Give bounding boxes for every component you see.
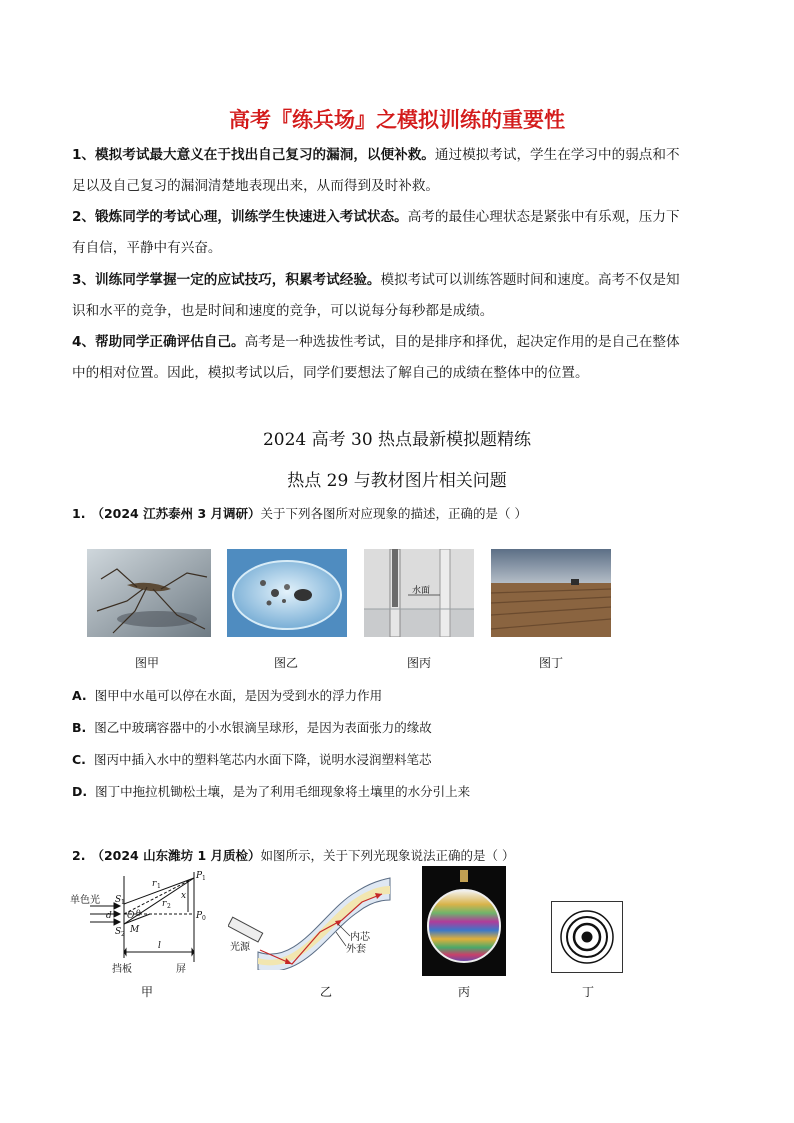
s2-sub: 2 [121, 931, 125, 938]
r1-label: r [152, 879, 157, 889]
point-4-line1: 高考是一种选拔性考试，目的是排序和择优，起决定作用的是自己在整体 [244, 334, 680, 350]
option-b[interactable] [72, 718, 432, 736]
fig-caption-bing: 丙 [457, 985, 470, 999]
option-a[interactable] [72, 686, 382, 704]
point-4-lead: 4、帮助同学正确评估自己。 [72, 334, 245, 350]
point-2-line1: 高考的最佳心理状态是紧张中有乐观，压力下 [407, 209, 680, 225]
point-1-line2: 足以及自己复习的漏洞清楚地表现出来，从而得到及时补救。 [72, 178, 440, 194]
point-1 [72, 140, 727, 202]
option-d[interactable] [72, 782, 470, 800]
m-label: M [130, 925, 140, 935]
point-3-line1: 模拟考试可以训练答题时间和速度。高考不仅是知 [380, 272, 680, 288]
s1-sub: 1 [121, 899, 125, 906]
caption-bing: 图丙 [406, 656, 431, 670]
caption-yi: 图乙 [273, 656, 298, 670]
point-4 [72, 327, 727, 389]
light-label: 单色光 [70, 895, 100, 906]
tractor-field-photo [491, 549, 611, 637]
fig-caption-yi: 乙 [319, 985, 332, 999]
point-2-line2: 有自信，平静中有兴奋。 [72, 240, 222, 256]
point-3-lead: 3、训练同学掌握一定的应试技巧，积累考试经验。 [72, 272, 381, 288]
question-2-number: 2. [72, 848, 86, 863]
point-2 [72, 202, 727, 264]
point-2-lead: 2、锻炼同学的考试心理，训练学生快速进入考试状态。 [72, 209, 408, 225]
water-surface-label: 水面 [412, 586, 431, 596]
r2-sub: 2 [167, 903, 171, 910]
o-label: O [127, 911, 135, 921]
question-1-number: 1. [72, 506, 86, 521]
caption-jia: 图甲 [134, 656, 159, 670]
petri-dish-photo [227, 549, 347, 637]
fig-caption-jia: 甲 [140, 985, 153, 999]
r1-sub: 1 [157, 883, 161, 890]
tube-photo [364, 549, 474, 637]
d-label: d [106, 911, 112, 921]
option-d-letter: D. [72, 784, 88, 799]
theta-label: θ [136, 909, 141, 918]
option-c-text: 图丙中插入水中的塑料笔芯内水面下降，说明水浸润塑料笔芯 [93, 752, 432, 767]
s2-label: S [115, 927, 122, 937]
option-c-letter: C. [72, 752, 86, 767]
fig-caption-ding: 丁 [581, 985, 594, 999]
optical-fiber-diagram [228, 870, 393, 970]
option-b-letter: B. [72, 720, 87, 735]
double-slit-diagram [70, 868, 210, 980]
caption-ding: 图丁 [538, 656, 563, 670]
question-2-stem [72, 846, 514, 864]
p0-sub: 0 [202, 915, 206, 922]
s1-label: S [115, 895, 122, 905]
water-strider-photo [87, 549, 211, 637]
question-2-text: 如图所示，关于下列光现象说法正确的是（ ） [260, 848, 515, 863]
point-3 [72, 265, 727, 327]
option-d-text: 图丁中拖拉机锄松土壤，是为了利用毛细现象将土壤里的水分引上来 [95, 784, 471, 799]
banner-title: 高考『练兵场』之模拟训练的重要性 [229, 107, 565, 132]
concentric-rings-diagram [551, 901, 623, 973]
option-a-letter: A. [72, 688, 87, 703]
question-1-stem [72, 504, 527, 522]
l-label: l [158, 941, 161, 951]
question-1-text: 关于下列各图所对应现象的描述，正确的是（ ） [260, 506, 527, 521]
p1-sub: 1 [202, 875, 206, 882]
source-label: 光源 [230, 942, 250, 953]
r2-label: r [162, 899, 167, 909]
option-a-text: 图甲中水黾可以停在水面，是因为受到水的浮力作用 [94, 688, 383, 703]
x-label: x [181, 891, 187, 901]
point-3-line2: 识和水平的竞争，也是时间和速度的竞争，可以说每分每秒都是成绩。 [72, 303, 494, 319]
section-heading: 2024 高考 30 热点最新模拟题精练 [262, 430, 532, 450]
cladding-label: 外套 [346, 944, 366, 955]
screen-label: 屏 [176, 964, 186, 975]
p1-label: P [196, 871, 203, 881]
section-subheading: 热点 29 与教材图片相关问题 [287, 471, 507, 491]
question-2-source: （2024 山东潍坊 1 月质检） [91, 848, 261, 863]
soap-film-photo [422, 866, 506, 976]
point-1-lead: 1、模拟考试最大意义在于找出自己复习的漏洞，以便补救。 [72, 147, 435, 163]
core-label: 内芯 [350, 932, 370, 943]
option-b-text: 图乙中玻璃容器中的小水银滴呈球形，是因为表面张力的缘故 [94, 720, 432, 735]
option-c[interactable] [72, 750, 431, 768]
point-1-line1: 通过模拟考试，学生在学习中的弱点和不 [434, 147, 680, 163]
point-4-line2: 中的相对位置。因此，模拟考试以后，同学们要想法了解自己的成绩在整体中的位置。 [72, 365, 589, 381]
question-1-source: （2024 江苏泰州 3 月调研） [91, 506, 261, 521]
p0-label: P [196, 911, 203, 921]
board-label: 挡板 [112, 964, 132, 975]
